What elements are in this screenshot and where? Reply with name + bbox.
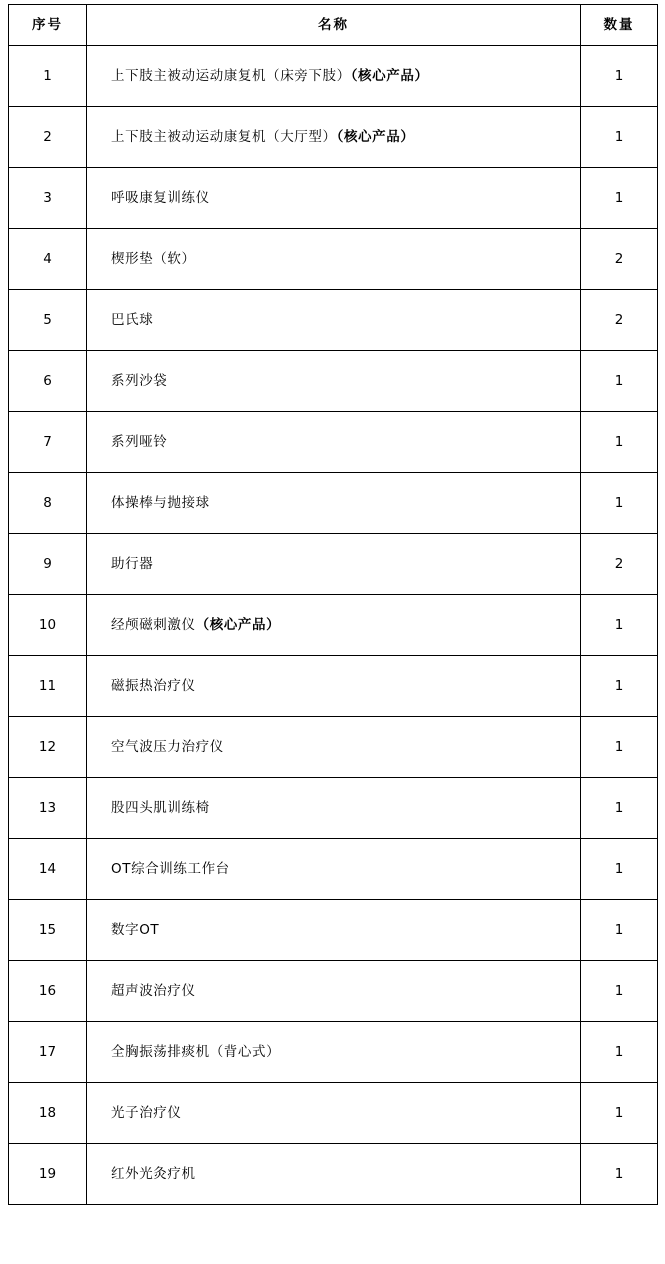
cell-index: 18 [9,1083,87,1144]
item-name: 光子治疗仪 [111,1104,182,1121]
cell-quantity: 1 [581,46,658,107]
cell-index: 3 [9,168,87,229]
table-row [9,717,658,778]
item-name: 经颅磁刺激仪 [111,616,196,633]
item-name: 体操棒与抛接球 [111,494,210,511]
cell-quantity: 1 [581,351,658,412]
cell-quantity: 1 [581,1144,658,1205]
cell-index: 13 [9,778,87,839]
item-name: 系列哑铃 [111,433,168,450]
item-name: 助行器 [111,555,154,572]
item-name: 超声波治疗仪 [111,982,196,999]
table-header [9,5,658,46]
cell-name [87,168,581,229]
table-row [9,534,658,595]
cell-name [87,290,581,351]
column-header-quantity: 数量 [581,5,658,46]
cell-name [87,1144,581,1205]
cell-quantity: 2 [581,534,658,595]
column-header-index: 序号 [9,5,87,46]
item-name: 系列沙袋 [111,372,168,389]
core-product-tag: （核心产品） [195,616,281,633]
cell-name [87,717,581,778]
item-name: 上下肢主被动运动康复机（床旁下肢） [111,67,351,84]
cell-name [87,595,581,656]
table-row [9,1083,658,1144]
item-name: 磁振热治疗仪 [111,677,196,694]
cell-name [87,900,581,961]
cell-quantity: 1 [581,595,658,656]
table-row [9,656,658,717]
cell-name [87,656,581,717]
cell-quantity: 1 [581,656,658,717]
item-name: 全胸振荡排痰机（背心式） [111,1043,281,1060]
cell-name [87,229,581,290]
cell-quantity: 1 [581,717,658,778]
cell-name [87,351,581,412]
cell-quantity: 1 [581,168,658,229]
cell-quantity: 1 [581,778,658,839]
table-row [9,839,658,900]
cell-name [87,961,581,1022]
item-name: 股四头肌训练椅 [111,799,210,816]
cell-index: 16 [9,961,87,1022]
cell-name [87,534,581,595]
item-name: 数字OT [111,921,160,938]
cell-index: 7 [9,412,87,473]
cell-index: 5 [9,290,87,351]
table-row [9,351,658,412]
table-header-row [9,5,658,46]
cell-name [87,46,581,107]
cell-name [87,1022,581,1083]
cell-index: 12 [9,717,87,778]
table-row [9,900,658,961]
item-name: 空气波压力治疗仪 [111,738,224,755]
table-row [9,1144,658,1205]
table-row [9,1022,658,1083]
cell-quantity: 1 [581,1022,658,1083]
cell-index: 6 [9,351,87,412]
table-row [9,595,658,656]
equipment-table [8,4,658,1205]
item-name: 上下肢主被动运动康复机（大厅型） [111,128,337,145]
column-header-name: 名称 [87,5,581,46]
item-name: 呼吸康复训练仪 [111,189,210,206]
cell-quantity: 1 [581,1083,658,1144]
table-row [9,107,658,168]
cell-index: 19 [9,1144,87,1205]
table-row [9,473,658,534]
table-row [9,961,658,1022]
cell-index: 9 [9,534,87,595]
cell-index: 17 [9,1022,87,1083]
item-name: 楔形垫（软） [111,250,196,267]
cell-quantity: 1 [581,900,658,961]
item-name: 红外光灸疗机 [111,1165,196,1182]
cell-quantity: 1 [581,412,658,473]
cell-quantity: 1 [581,961,658,1022]
cell-quantity: 1 [581,107,658,168]
table-row [9,46,658,107]
cell-index: 15 [9,900,87,961]
table-row [9,229,658,290]
cell-index: 14 [9,839,87,900]
cell-quantity: 2 [581,229,658,290]
cell-index: 10 [9,595,87,656]
cell-quantity: 1 [581,839,658,900]
table-row [9,412,658,473]
cell-name [87,107,581,168]
cell-index: 1 [9,46,87,107]
cell-name [87,412,581,473]
core-product-tag: （核心产品） [336,128,415,145]
cell-quantity: 1 [581,473,658,534]
core-product-tag: （核心产品） [350,67,429,84]
cell-name [87,778,581,839]
table-row [9,290,658,351]
cell-index: 11 [9,656,87,717]
item-name: OT综合训练工作台 [111,860,230,877]
cell-index: 4 [9,229,87,290]
cell-name [87,1083,581,1144]
cell-index: 8 [9,473,87,534]
cell-index: 2 [9,107,87,168]
item-name: 巴氏球 [111,311,154,328]
table-body [9,46,658,1205]
table-row [9,778,658,839]
cell-name [87,839,581,900]
cell-quantity: 2 [581,290,658,351]
table-row [9,168,658,229]
cell-name [87,473,581,534]
